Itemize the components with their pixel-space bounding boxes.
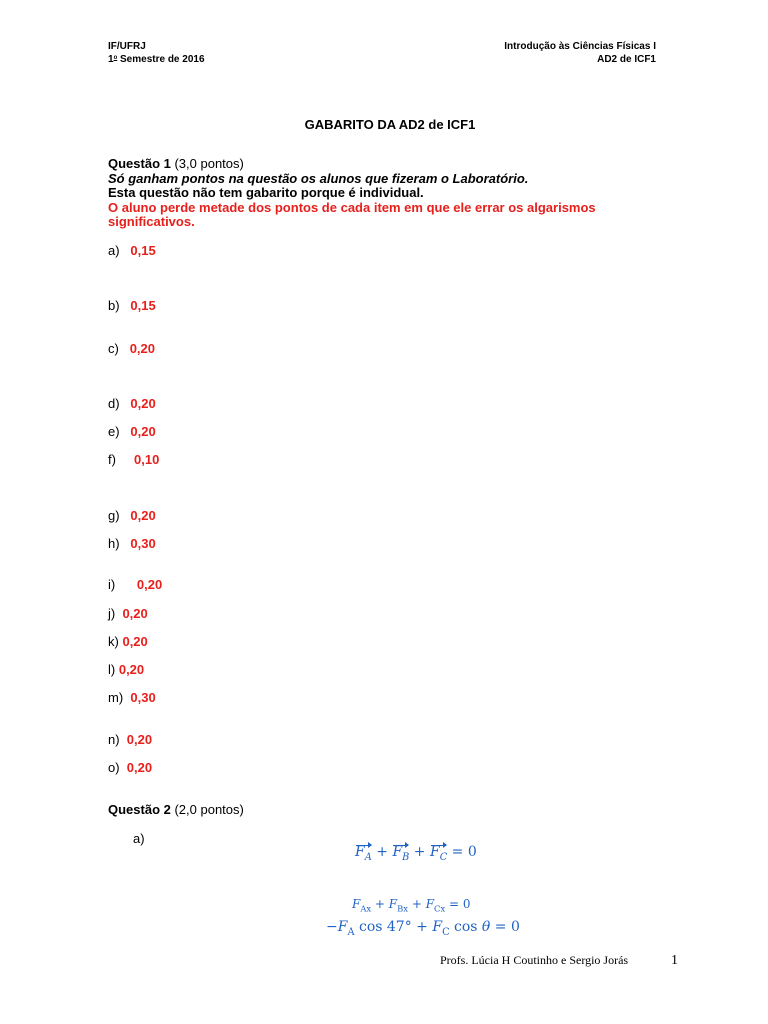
item-label: a) [108,243,120,258]
list-item [108,341,155,356]
item-label: n) [108,732,120,747]
f-symbol: F [352,897,361,911]
question-1-italic-note: Só ganham pontos na questão os alunos que fizeram o Laboratório. [108,170,529,186]
question-1-points: (3,0 pontos) [170,156,244,171]
subscript-bx: Bx [397,903,409,914]
question-2-item-a: a) [133,831,145,846]
item-value: 0,20 [118,662,145,677]
institution: IF/UFRJ [108,41,146,52]
item-value: 0,15 [130,298,156,313]
header-right [504,40,656,66]
theta-symbol: θ [481,919,491,935]
course-name: Introdução às Ciências Físicas I [504,41,656,52]
list-item [108,577,162,592]
question-1-label: Questão 1 [108,156,171,171]
question-1-title [108,157,668,172]
list-item [108,732,152,747]
list-item [108,634,148,649]
item-value: 0,30 [130,690,156,705]
vector-fa: $F_A$ [355,844,372,863]
equation-x-components [352,897,471,913]
vector-fb: $F_B$ [392,844,410,863]
page-number: 1 [671,953,678,968]
subscript-cx: Cx [434,903,446,914]
semester-ordinal: o [113,55,118,61]
item-value: 0,20 [129,341,155,356]
item-label: h) [108,536,120,551]
f-symbol: F [432,919,443,935]
question-1-red-note: O aluno perde metade dos pontos de cada item em que ele errar os algarismos significativos. [108,199,596,229]
question-1-note: Esta questão não tem gabarito porque é individual. [108,185,424,200]
list-item [108,606,148,621]
question-2-title [108,802,244,817]
list-item [108,760,152,775]
list-item [108,298,156,313]
item-value: 0,30 [130,536,156,551]
assessment-name: AD2 de ICF1 [597,54,656,65]
question-1 [108,157,668,230]
list-item [108,690,156,705]
f-symbol: F [388,897,398,911]
list-item [108,662,144,677]
item-value: 0,20 [136,577,163,592]
item-value: 0,20 [122,606,148,621]
semester [108,53,205,66]
equation-cosine [326,919,520,938]
item-label: k) [108,634,119,649]
item-value: 0,10 [134,452,160,467]
footer-authors: Profs. Lúcia H Coutinho e Sergio Jorás [440,953,629,967]
item-label: c) [108,341,119,356]
vector-fc: $F_C$ [430,844,448,863]
f-symbol: F [425,897,435,911]
semester-text: Semestre de 2016 [117,54,205,65]
question-2-points: (2,0 pontos) [170,802,244,817]
item-value: 0,20 [130,396,156,411]
equation-vector-sum [355,844,477,863]
subscript-a: A [347,926,355,938]
item-label: e) [108,424,120,439]
plus-sign: + [371,844,393,860]
item-label: l) [108,662,116,677]
item-value: 0,20 [130,508,156,523]
subscript-c: C [442,926,450,938]
list-item [108,396,156,411]
plus-sign: + [371,897,389,911]
semester-number: 1 [108,54,114,65]
plus-sign: + [409,844,430,860]
header-left [108,40,205,66]
item-value: 0,20 [130,424,156,439]
item-label: m) [108,690,124,705]
item-label: f) [108,452,116,467]
minus-sign: − [326,919,338,935]
item-value: 0,20 [122,634,148,649]
cos-term: cos [449,919,482,935]
equals-zero: = 0 [490,919,520,935]
cos-47-term: cos 47° + [354,919,433,935]
page-title: GABARITO DA AD2 de ICF1 [304,117,476,132]
f-symbol: F [337,919,348,935]
plus-sign: + [408,897,426,911]
item-label: d) [108,396,120,411]
list-item [108,508,156,523]
list-item [108,243,156,258]
subscript-ax: Ax [360,903,372,914]
equals-zero: = 0 [445,897,471,911]
item-label: i) [108,577,116,592]
equals-zero: = 0 [447,844,477,860]
item-value: 0,20 [126,732,153,747]
item-value: 0,15 [130,243,156,258]
item-label: j) [108,606,116,621]
item-value: 0,20 [126,760,153,775]
question-2-label: Questão 2 [108,802,171,817]
list-item [108,424,156,439]
list-item [108,452,159,467]
item-label: b) [108,298,120,313]
list-item [108,536,156,551]
item-label: g) [108,508,120,523]
item-label: o) [108,760,120,775]
